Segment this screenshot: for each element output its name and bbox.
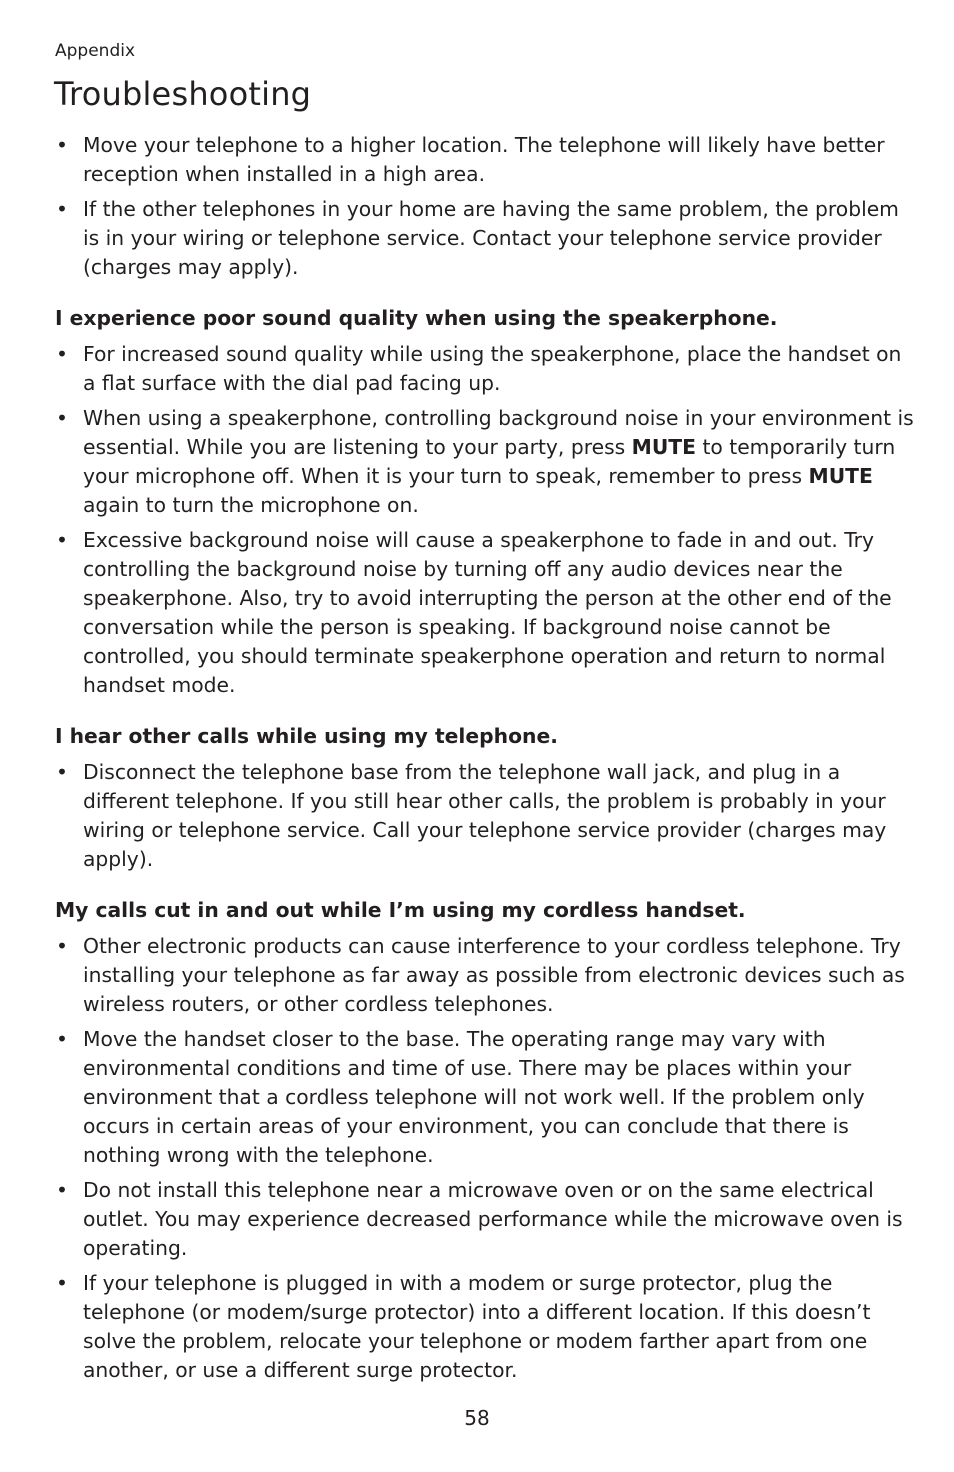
solution-text: If your telephone is plugged in with a modem or surge protector, plug the telephone (or modem/surge protector) into a different location. If this doesn’t solve the problem, relocate your telephone or modem farther apart from one another, or use a different surge protector. [83, 1271, 871, 1382]
solution-text: Disconnect the telephone base from the telephone wall jack, and plug in a different telephone. If you still hear other calls, the problem is probably in your wiring or telephone service. Call your telephone service provider (charges may apply). [83, 760, 887, 871]
solution-item [55, 1269, 915, 1385]
problem-heading: I hear other calls while using my telephone. [55, 724, 558, 748]
section-label: Appendix [55, 41, 136, 61]
solution-text: Do not install this telephone near a microwave oven or on the same electrical outlet. You may experience decreased performance while the microwave oven is operating. [83, 1178, 903, 1260]
solution-text: For increased sound quality while using the speakerphone, place the handset on a flat surface with the dial pad facing up. [83, 342, 902, 395]
key-label: MUTE [808, 464, 873, 488]
bullet-icon: • [56, 528, 68, 552]
bullet-icon: • [56, 934, 68, 958]
solution-text: If the other telephones in your home are having the same problem, the problem is in your wiring or telephone service. Contact your telephone service provider (charges may apply). [83, 197, 899, 279]
bullet-icon: • [56, 406, 68, 430]
solution-item [55, 1025, 915, 1170]
solution-text: again to turn the microphone on. [83, 493, 419, 517]
solution-list [55, 758, 915, 874]
bullet-icon: • [56, 760, 68, 784]
solution-item [55, 526, 915, 700]
bullet-icon: • [56, 1027, 68, 1051]
solution-item [55, 131, 915, 189]
problem-heading: My calls cut in and out while I’m using my cordless handset. [55, 898, 746, 922]
solution-item [55, 404, 915, 520]
solution-text: When using a speakerphone, controlling background noise in your environment is essential. While you are listening to your party, press [83, 406, 914, 459]
key-label: MUTE [631, 435, 696, 459]
solution-text: Excessive background noise will cause a speakerphone to fade in and out. Try controlling the background noise by turning off any audio devices near the speakerphone. Also, try to avoid interrupting the person at the other end of the conversation while the person is speaking. If background noise cannot be controlled, you should terminate speakerphone operation and return to normal handset mode. [83, 528, 892, 697]
solution-item [55, 1176, 915, 1263]
solution-list [55, 340, 915, 700]
bullet-icon: • [56, 197, 68, 221]
bullet-icon: • [56, 1178, 68, 1202]
solution-item [55, 932, 915, 1019]
solution-text: Move your telephone to a higher location. The telephone will likely have better reception when installed in a high area. [83, 133, 885, 186]
solution-text: to temporarily turn your microphone off. When it is your turn to speak, remember to press [83, 435, 896, 488]
solution-text: Other electronic products can cause interference to your cordless telephone. Try installing your telephone as far away as possible from electronic devices such as wireless routers, or other cordless telephones. [83, 934, 905, 1016]
solution-item [55, 340, 915, 398]
solution-item [55, 758, 915, 874]
solution-list [55, 131, 915, 282]
solution-list [55, 932, 915, 1385]
solution-text: Move the handset closer to the base. The operating range may vary with environmental conditions and time of use. There may be places within your environment that a cordless telephone will not work well. If the problem only occurs in certain areas of your environment, you can conclude that there is nothing wrong with the telephone. [83, 1027, 865, 1167]
bullet-icon: • [56, 1271, 68, 1295]
solution-item [55, 195, 915, 282]
troubleshooting-content [55, 131, 915, 1391]
bullet-icon: • [56, 133, 68, 157]
page-title: Troubleshooting [54, 75, 312, 113]
bullet-icon: • [56, 342, 68, 366]
problem-heading: I experience poor sound quality when using the speakerphone. [55, 306, 778, 330]
page-number: 58 [464, 1406, 490, 1430]
